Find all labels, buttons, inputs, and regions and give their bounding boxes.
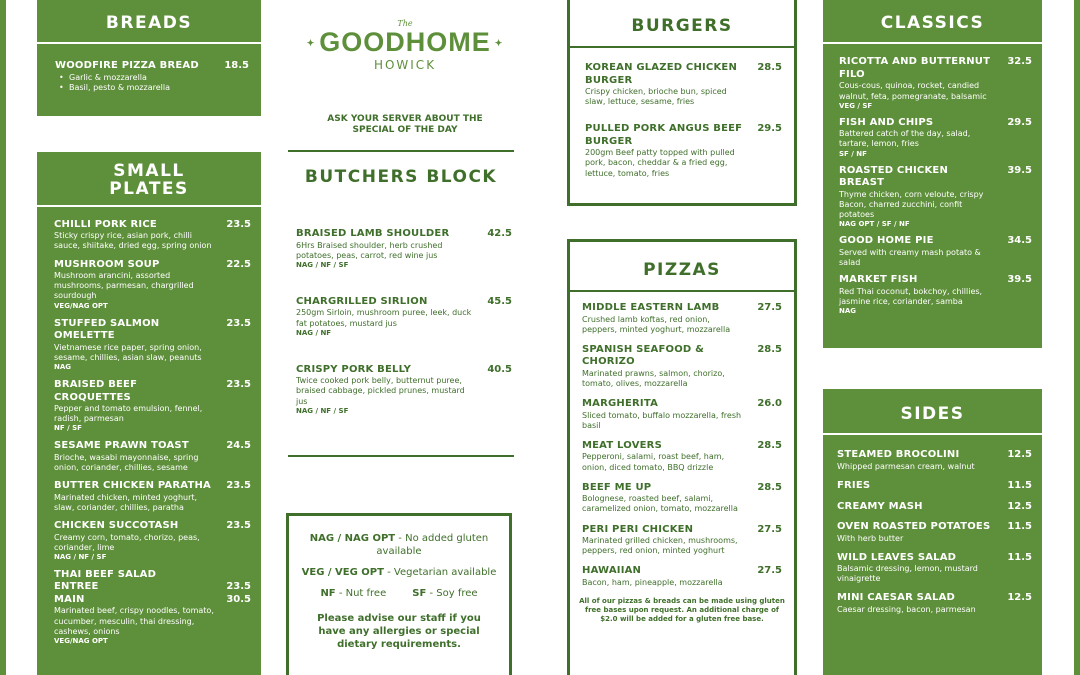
menu-item: [839, 117, 1032, 159]
item-name: STEAMED BROCOLINI: [837, 449, 960, 461]
menu-item: [582, 302, 782, 335]
menu-item: [54, 520, 251, 562]
item-price: 29.5: [1007, 116, 1032, 128]
item-desc: Cous-cous, quinoa, rocket, candied walnut, feta, pomegranate, balsamic: [839, 81, 987, 101]
item-desc: Served with creamy mash potato & salad: [839, 247, 981, 267]
menu-item: WOODFIRE PIZZA BREAD 18.5 • Garlic & mozzarella • Basil, pesto & mozzarella: [55, 60, 249, 93]
restaurant-logo: [300, 20, 510, 72]
item-tag: NF / SF: [54, 424, 82, 433]
item-desc: Thyme chicken, corn veloute, crispy Bacon, charred zucchini, confit potatoes: [839, 189, 984, 219]
classics-panel: [823, 0, 1042, 348]
item-desc: Bolognese, roasted beef, salami, caramelized onion, tomato, mozzarella: [582, 494, 738, 514]
item-name: CREAMY MASH: [837, 500, 923, 512]
item-name: MINI CAESAR SALAD: [837, 592, 956, 604]
classics-title: CLASSICS: [880, 13, 985, 33]
item-name: MARKET FISH: [839, 274, 918, 286]
item-tag: NAG: [54, 362, 72, 371]
butchers-list: [296, 228, 512, 442]
logo-location: HOWICK: [373, 57, 437, 72]
small-plates-title: SMALL PLATES: [109, 161, 189, 200]
menu-item: [839, 235, 1032, 268]
item-tag: VEG / SF: [839, 101, 873, 110]
item-name: CRISPY PORK BELLY: [296, 363, 412, 375]
divider: [288, 150, 514, 152]
breads-title: BREADS: [105, 13, 193, 33]
item-name: RICOTTA AND BUTTERNUT FILO: [839, 56, 991, 80]
item-desc: Sticky crispy rice, asian pork, chilli sauce, shiitake, dried egg, spring onion: [54, 231, 212, 251]
butchers-title: BUTCHERS BLOCK: [304, 167, 498, 187]
item-desc: Marinated beef, crispy noodles, tomato, cucumber, mesculin, thai dressing, cashews, onions: [54, 606, 214, 636]
item-desc: Sliced tomato, buffalo mozzarella, fresh basil: [582, 410, 742, 430]
menu-item: [839, 56, 1032, 110]
item-price: 26.0: [757, 398, 782, 410]
item-name: SESAME PRAWN TOAST: [54, 440, 189, 452]
item-name: PULLED PORK ANGUS BEEF BURGER: [585, 123, 743, 147]
item-name: FRIES: [837, 480, 871, 492]
item-price: 23.5: [226, 520, 251, 532]
star-icon: ✦: [494, 37, 504, 48]
item-price: 40.5: [487, 363, 512, 375]
menu-item: [582, 565, 782, 588]
breads-panel: [37, 0, 261, 116]
item-price: 39.5: [1007, 164, 1032, 176]
legend-sf: SF - Soy free: [412, 588, 478, 599]
sides-title: SIDES: [900, 404, 965, 424]
item-name: BEEF ME UP: [582, 481, 652, 493]
item-price: 27.5: [757, 523, 782, 535]
allergy-advice: Please advise our staff if you have any allergies or special dietary requirements.: [317, 613, 481, 650]
item-price: 32.5: [1007, 56, 1032, 68]
item-name: HAWAIIAN: [582, 565, 642, 577]
item-desc: Twice cooked pork belly, butternut puree, braised cabbage, pickled prunes, mustard jus: [296, 376, 465, 406]
item-price: 12.5: [1007, 592, 1032, 604]
small-plates-panel: [37, 152, 261, 675]
legend-veg: VEG / VEG OPT - Vegetarian available: [301, 567, 497, 578]
item-price: 11.5: [1007, 480, 1032, 492]
item-name: MEAT LOVERS: [582, 439, 662, 451]
pizzas-title: PIZZAS: [643, 260, 721, 280]
item-price: 23.5: [226, 218, 251, 230]
item-tag: NAG / NF / SF: [296, 260, 349, 269]
item-price: 22.5: [226, 258, 251, 270]
item-price: 23.5: [226, 480, 251, 492]
item-desc: Balsamic dressing, lemon, mustard vinaigrette: [837, 564, 978, 584]
legend-nag: NAG / NAG OPT - No added gluten available: [309, 533, 489, 557]
item-name: MIDDLE EASTERN LAMB: [582, 302, 720, 313]
item-name: BUTTER CHICKEN PARATHA: [54, 480, 211, 492]
item-name: MARGHERITA: [582, 398, 659, 410]
item-tag: SF / NF: [839, 149, 867, 158]
item-name: WILD LEAVES SALAD: [837, 551, 957, 563]
left-border: [0, 0, 6, 675]
item-name: CHARGRILLED SIRLION: [296, 295, 428, 307]
item-name: GOOD HOME PIE: [839, 235, 934, 247]
item-price: 24.5: [226, 440, 251, 452]
legend-nf: NF - Nut free: [320, 588, 387, 599]
item-price: 28.5: [757, 481, 782, 493]
item-name: STUFFED SALMON OMELETTE: [54, 317, 160, 342]
item-entree-price: 23.5: [226, 581, 251, 593]
menu-item: [54, 318, 251, 372]
item-desc: Bacon, ham, pineapple, mozzarella: [582, 577, 723, 587]
menu-item: [582, 344, 782, 389]
dietary-legend: [286, 513, 512, 675]
item-name: OVEN ROASTED POTATOES: [837, 521, 991, 533]
menu-item: [54, 259, 251, 311]
star-icon: ✦: [306, 37, 316, 48]
item-price: 28.5: [757, 62, 782, 73]
item-name: BRAISED BEEF CROQUETTES: [54, 379, 138, 403]
item-desc: 200gm Beef patty topped with pulled pork, bacon, cheddar & a fried egg, lettuce, tomato, fries: [585, 148, 735, 178]
menu-item: [839, 274, 1032, 316]
menu-item: [837, 480, 1032, 493]
item-desc: Crispy chicken, brioche bun, spiced slaw, lettuce, sesame, fries: [585, 87, 727, 107]
item-tag: VEG/NAG OPT: [54, 301, 108, 310]
item-price: 27.5: [757, 302, 782, 313]
item-name: SPANISH SEAFOOD & CHORIZO: [582, 343, 705, 368]
menu-item: [296, 364, 512, 416]
item-desc: Red Thai coconut, bokchoy, chillies, jasmine rice, coriander, samba: [839, 286, 983, 306]
item-desc: Brioche, wasabi mayonnaise, spring onion, coriander, chillies, sesame: [54, 452, 199, 473]
item-price: 12.5: [1007, 500, 1032, 512]
item-price: 28.5: [757, 439, 782, 451]
pizzas-panel: [567, 239, 797, 675]
item-tag: NAG / NF: [296, 328, 332, 337]
menu-item: [296, 228, 512, 270]
item-desc: Marinated prawns, salmon, chorizo, tomato, olives, mozzarella: [582, 368, 725, 388]
item-desc: Marinated grilled chicken, mushrooms, peppers, red onion, minted yoghurt: [582, 536, 738, 556]
burgers-title: BURGERS: [631, 16, 733, 36]
item-price: 23.5: [226, 379, 251, 390]
item-price: 11.5: [1007, 521, 1032, 533]
item-name: ROASTED CHICKEN BREAST: [839, 164, 949, 189]
item-entree-label: ENTREE: [54, 581, 99, 593]
item-name: CHILLI PORK RICE: [54, 218, 157, 230]
menu-item: [582, 524, 782, 557]
item-price: 23.5: [226, 317, 251, 329]
menu-item: [54, 480, 251, 513]
menu-item-thai-beef-salad: [54, 569, 251, 646]
item-main-price: 30.5: [226, 593, 251, 605]
item-desc: Battered catch of the day, salad, tartare, lemon, fries: [839, 129, 971, 149]
item-tag: NAG / NF / SF: [54, 552, 107, 561]
item-name: FISH AND CHIPS: [839, 116, 934, 128]
item-name: MUSHROOM SOUP: [54, 258, 160, 270]
divider: [288, 455, 514, 457]
item-desc: 6Hrs Braised shoulder, herb crushed potatoes, peas, carrot, red wine jus: [296, 240, 443, 260]
item-tag: NAG OPT / SF / NF: [839, 220, 910, 229]
menu-item: [837, 449, 1032, 472]
item-desc: Vietnamese rice paper, spring onion, sesame, chillies, asian slaw, peanuts: [54, 342, 202, 362]
logo-name: ✦ GOODHOME ✦: [306, 27, 504, 57]
item-name: BRAISED LAMB SHOULDER: [296, 228, 450, 239]
item-price: 45.5: [487, 295, 512, 307]
item-tag: VEG/NAG OPT: [54, 636, 108, 645]
item-price: 27.5: [757, 565, 782, 577]
menu-item: [54, 440, 251, 473]
menu-item: [54, 379, 251, 433]
item-desc: Mushroom arancini, assorted mushrooms, parmesan, chargrilled sourdough: [54, 271, 194, 301]
item-tag: NAG / NF / SF: [296, 406, 349, 415]
burgers-panel: [567, 0, 797, 206]
item-desc: Marinated chicken, minted yoghurt, slaw, coriander, chillies, paratha: [54, 492, 198, 512]
logo-the: The: [397, 19, 413, 28]
right-border: [1074, 0, 1080, 675]
item-price: 42.5: [487, 228, 512, 239]
menu-item: [837, 501, 1032, 514]
menu-item: [585, 62, 782, 107]
menu-item: [837, 592, 1032, 615]
item-price: 34.5: [1007, 235, 1032, 247]
menu-item: [296, 296, 512, 338]
item-tag: NAG: [839, 306, 857, 315]
menu-item: [54, 219, 251, 252]
item-price: 12.5: [1007, 449, 1032, 461]
item-name: THAI BEEF SALAD: [54, 568, 157, 580]
menu-item: [582, 482, 782, 515]
item-desc: Crushed lamb koftas, red onion, peppers, minted yoghurt, mozzarella: [582, 314, 731, 334]
item-price: 28.5: [757, 343, 782, 355]
item-desc: Caesar dressing, bacon, parmesan: [837, 604, 976, 614]
menu-item: [582, 398, 782, 431]
menu-item: [582, 440, 782, 473]
item-main-label: MAIN: [54, 593, 85, 605]
item-price: 11.5: [1007, 551, 1032, 563]
item-name: PERI PERI CHICKEN: [582, 523, 694, 535]
item-desc: Pepper and tomato emulsion, fennel, radish, parmesan: [54, 404, 203, 424]
item-desc: 250gm Sirloin, mushroom puree, leek, duck fat potatoes, mustard jus: [296, 308, 472, 328]
special-note: ASK YOUR SERVER ABOUT THE SPECIAL OF THE DAY: [327, 114, 483, 136]
item-name: CHICKEN SUCCOTASH: [54, 520, 179, 532]
item-desc: Pepperoni, salami, roast beef, ham, onion, diced tomato, BBQ drizzle: [582, 452, 725, 472]
menu-item: [839, 165, 1032, 230]
gluten-free-note: All of our pizzas & breads can be made using gluten free bases upon request. An additional charge of $2.0 will be added for a gluten free base.: [579, 597, 785, 624]
item-desc: Whipped parmesan cream, walnut: [837, 461, 975, 471]
sides-panel: [823, 389, 1042, 675]
item-price: 39.5: [1007, 274, 1032, 286]
menu-item: [837, 521, 1032, 544]
menu-item: [837, 552, 1032, 585]
item-desc: With herb butter: [837, 533, 904, 543]
item-price: 29.5: [757, 123, 782, 135]
item-desc: Creamy corn, tomato, chorizo, peas, coriander, lime: [54, 532, 200, 552]
menu-item: [585, 123, 782, 178]
item-name: KOREAN GLAZED CHICKEN BURGER: [585, 62, 738, 86]
